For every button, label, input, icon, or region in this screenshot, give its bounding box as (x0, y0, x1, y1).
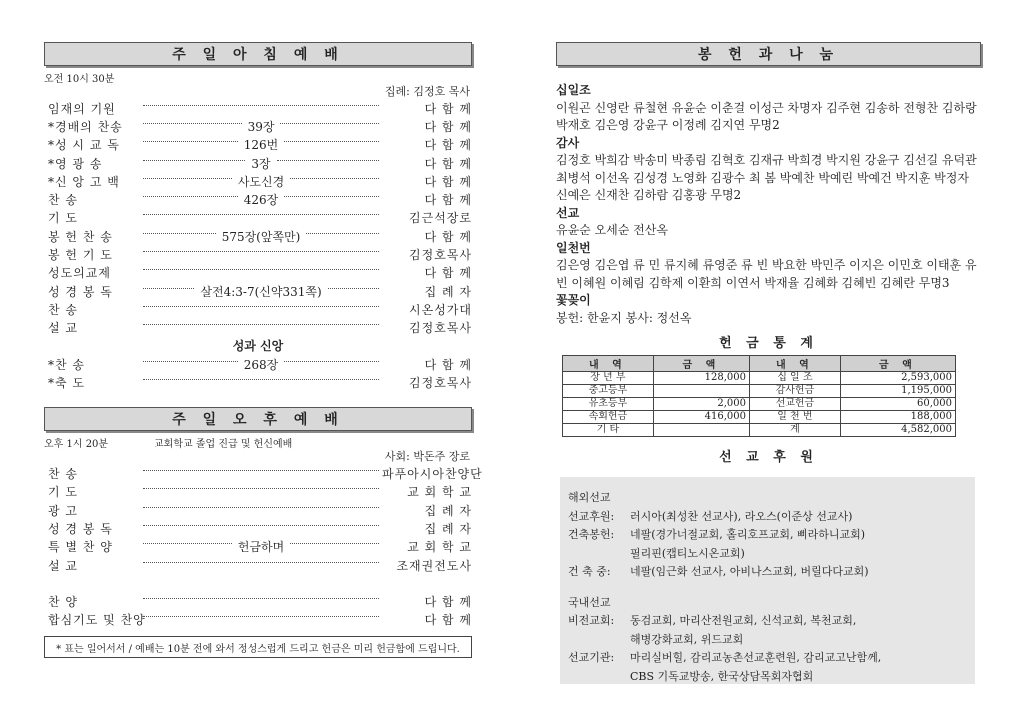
dot-leader (143, 470, 379, 471)
dot-leader (143, 105, 379, 106)
order-detail: 살전4:3-7(신약331쪽) (200, 284, 322, 299)
order-role: 성도의교제 (48, 266, 111, 281)
order-row (44, 136, 472, 154)
morning-officiant: 집례: 김정호 목사 (384, 85, 470, 98)
mission-row (568, 545, 969, 564)
order-role: 기 도 (48, 211, 78, 226)
stat-item-cell: 일 천 번 (750, 411, 841, 424)
order-role: *축 도 (48, 375, 85, 390)
order-person: 다 함 께 (424, 193, 472, 208)
mission-row (568, 668, 969, 687)
afternoon-event: 교회학교 졸업 진급 및 헌신예배 (154, 439, 293, 451)
worship-note: * 표는 일어서서 / 예배는 10분 전에 와서 정성스럽게 드리고 헌금은 미리 헌금함에 드립니다. (44, 636, 472, 658)
order-role: 성 경 봉 독 (48, 521, 113, 536)
mission-text: 네팔(경가너절교회, 홀리호프교회, 삐라하니교회) (630, 528, 866, 541)
order-row (44, 556, 472, 574)
dot-leader (277, 160, 379, 161)
mission-label (568, 545, 630, 564)
order-row (44, 99, 472, 117)
offering-group-label: 감사 (556, 135, 580, 150)
order-role: *신 앙 고 백 (48, 174, 120, 189)
stat-item-cell: 선교헌금 (750, 398, 841, 411)
mission-text: 네팔(임근화 선교사, 아비나스교회, 버릴다다교회) (630, 565, 869, 578)
mission-title: 선 교 후 원 (719, 450, 818, 465)
order-row (44, 282, 472, 300)
order-person: 교 회 학 교 (407, 540, 472, 555)
order-person: 다 함 께 (424, 156, 473, 171)
table-row (563, 385, 956, 398)
mission-text: CBS 기독교방송, 한국상담목회자협회 (630, 669, 814, 683)
order-detail: 헌금하며 (237, 540, 285, 555)
stat-amount-cell: 2,000 (653, 398, 749, 411)
order-row (44, 209, 472, 227)
offering-group-names: 봉헌: 한윤지 봉사: 정선옥 (556, 310, 692, 325)
stat-item-cell: 기 타 (563, 424, 654, 437)
offering-group-label: 꽃꽂이 (556, 293, 591, 307)
dot-leader (290, 543, 379, 544)
dot-leader (143, 306, 379, 307)
order-role: 봉 헌 찬 송 (48, 229, 113, 244)
sermon-title: 성과 신앙 (232, 338, 284, 353)
order-person: 다 함 께 (424, 357, 472, 372)
morning-order-list (44, 99, 472, 337)
domestic-label: 국내선교 (568, 595, 611, 609)
offering-group-label: 십일조 (556, 83, 591, 97)
order-role: 합심기도 및 찬양 (48, 613, 146, 628)
morning-worship-banner: 주 일 아 침 예 배 (44, 42, 472, 66)
mission-box (560, 477, 975, 684)
offering-group-names: 유윤순 오세순 전산옥 (556, 223, 668, 237)
overseas-list (568, 508, 969, 582)
mission-label: 건축봉헌: (568, 528, 615, 541)
order-row (44, 464, 483, 482)
order-row (44, 574, 472, 592)
dot-leader (143, 123, 242, 124)
stat-amount-cell: 2,593,000 (840, 372, 955, 385)
order-person: 집 례 자 (424, 284, 473, 299)
dot-leader (328, 288, 379, 289)
order-role: *찬 송 (48, 357, 85, 372)
stat-amount-cell (653, 424, 749, 437)
dot-leader (143, 196, 238, 197)
dot-leader (280, 123, 379, 124)
morning-time: 오전 10시 30분 (44, 74, 115, 85)
order-detail: 사도신경 (237, 174, 285, 189)
mission-text: 해병강화교회, 위드교회 (630, 632, 744, 646)
order-row (44, 593, 472, 611)
order-role: *영 광 송 (48, 156, 103, 171)
dot-leader (143, 324, 379, 325)
stat-amount-cell: 1,195,000 (840, 385, 955, 398)
order-detail: 39장 (247, 119, 275, 134)
order-person: 집 례 자 (424, 521, 472, 536)
mission-label (568, 668, 630, 687)
order-row (44, 190, 472, 208)
offering-group-names: 김정호 박희감 박송미 박종림 김혁호 김재규 박희경 박지원 강윤구 김선길 유덕관 최병석 이선옥 김성경 노영화 김광수 최 봄 박예찬 박예린 박예건 박지훈 박정자 신예은 신재찬 김하람 김홍광 무명2 (556, 153, 977, 202)
stat-item-cell: 감사헌금 (750, 385, 841, 398)
order-person: 김정호목사 (409, 321, 472, 336)
stat-amount-cell: 128,000 (653, 372, 749, 385)
mission-label: 건 축 중: (568, 565, 611, 578)
table-header-row (563, 356, 956, 372)
order-detail: 3장 (251, 156, 271, 171)
mission-label: 비전교회: (568, 614, 615, 627)
stat-amount-cell: 60,000 (840, 398, 955, 411)
order-role: 찬 양 (48, 595, 78, 610)
order-row (44, 245, 472, 263)
mission-text: 동검교회, 마리산전원교회, 신석교회, 복천교회, (630, 614, 857, 627)
order-person: 파푸아시아찬양단 (382, 467, 483, 482)
stat-item-cell: 계 (750, 424, 841, 437)
order-detail: 426장 (243, 193, 279, 208)
dot-leader (143, 251, 379, 252)
order-person: 다 함 께 (424, 595, 472, 610)
header-amount-2: 금 액 (840, 356, 955, 372)
stat-amount-cell: 188,000 (840, 411, 955, 424)
dot-leader (306, 233, 379, 234)
offering-group-names: 김은영 김은엽 류 민 류지혜 류영준 류 빈 박요한 박민주 이지은 이민호 이태훈 유 빈 이혜원 이혜림 김학제 이환희 이연서 박재율 김혜화 김혜빈 김혜란 무명3 (556, 258, 977, 290)
stat-item-cell: 중고등부 (563, 385, 654, 398)
domestic-list (568, 612, 969, 686)
table-row (563, 372, 956, 385)
dot-leader (143, 288, 194, 289)
offering-group-label: 선교 (556, 205, 580, 220)
header-item-2: 내 역 (750, 356, 841, 372)
dot-leader (143, 543, 232, 544)
header-amount-1: 금 액 (653, 356, 749, 372)
dot-leader (284, 196, 379, 197)
mission-row (568, 631, 969, 650)
mission-text: 러시아(최성찬 선교사), 라오스(이준상 선교사) (630, 509, 853, 523)
stat-item-cell: 유초등부 (563, 398, 654, 411)
stat-amount-cell (653, 385, 749, 398)
order-role: *성 시 교 독 (48, 138, 120, 153)
order-role: 기 도 (48, 485, 78, 500)
dot-leader (143, 598, 379, 599)
dot-leader (143, 178, 232, 179)
order-person: 조재권전도사 (396, 558, 472, 573)
stat-item-cell: 속회헌금 (563, 411, 654, 424)
order-row (44, 300, 472, 318)
order-role: 성 경 봉 독 (48, 284, 113, 299)
dot-leader (143, 141, 238, 142)
dot-leader (284, 141, 379, 142)
order-person: 김정호목사 (409, 375, 472, 390)
offering-stats-table (562, 355, 956, 437)
order-role: *경배의 찬송 (48, 119, 123, 134)
order-person: 다 함 께 (424, 101, 472, 116)
order-role: 광 고 (48, 503, 78, 518)
table-row (563, 424, 956, 437)
order-person: 다 함 께 (424, 174, 472, 189)
table-row (563, 398, 956, 411)
order-row (44, 483, 472, 501)
order-person: 시온성가대 (409, 302, 472, 317)
right-column (556, 42, 981, 684)
order-role: 찬 송 (48, 467, 78, 482)
mission-label: 선교기관: (568, 651, 615, 664)
stat-amount-cell: 416,000 (653, 411, 749, 424)
mission-label (568, 631, 630, 650)
order-role: 찬 송 (48, 193, 78, 208)
offering-banner: 봉 헌 과 나 눔 (556, 42, 981, 66)
order-person: 다 함 께 (424, 613, 472, 628)
offering-stats-title: 헌 금 통 계 (719, 336, 818, 351)
table-row (563, 411, 956, 424)
order-person: 다 함 께 (424, 266, 472, 281)
order-row (44, 538, 472, 556)
order-row (44, 117, 472, 135)
order-row (44, 172, 472, 190)
offering-list (556, 82, 981, 327)
order-row (44, 227, 472, 245)
order-person: 교 회 학 교 (407, 485, 472, 500)
order-person: 김근석장로 (409, 211, 472, 226)
afternoon-worship-banner: 주 일 오 후 예 배 (44, 407, 472, 431)
dot-leader (143, 379, 379, 380)
order-role: 봉 헌 기 도 (48, 248, 113, 263)
order-role: 특 별 찬 양 (48, 540, 113, 555)
order-row (44, 501, 472, 519)
dot-leader (143, 525, 379, 526)
offering-group-label: 일천번 (556, 240, 591, 255)
mission-text: 필리핀(캡티노시온교회) (630, 546, 745, 560)
mission-row (568, 563, 969, 582)
order-person: 집 례 자 (424, 503, 472, 518)
dot-leader (290, 178, 379, 179)
stat-amount-cell: 4,582,000 (840, 424, 955, 437)
order-detail: 126번 (243, 138, 279, 153)
afternoon-time: 오후 1시 20분 (44, 439, 109, 451)
mission-row (568, 508, 969, 527)
order-role: 찬 송 (48, 302, 78, 317)
mission-row (568, 612, 969, 631)
dot-leader (143, 233, 216, 234)
dot-leader (143, 562, 379, 563)
afternoon-officiant: 사회: 박돈주 장로 (384, 450, 470, 464)
order-row (44, 154, 472, 172)
offering-group-names: 이원곤 신영란 류철현 유윤순 이춘걸 이성근 차명자 김주현 김송하 전형찬 김하랑 박재호 김은영 강윤구 이정례 김지연 무명2 (556, 100, 977, 132)
dot-leader (143, 269, 379, 270)
order-person: 김정호목사 (409, 248, 472, 263)
mission-text: 마리실버힐, 감리교농촌선교훈련원, 감리교고난함께, (630, 651, 882, 664)
dot-leader (284, 361, 379, 362)
order-role: 설 교 (48, 558, 78, 573)
order-detail: 268장 (243, 357, 279, 372)
order-row (44, 373, 472, 391)
dot-leader (143, 507, 379, 508)
stat-item-cell: 장 년 부 (563, 372, 654, 385)
mission-row (568, 526, 969, 545)
dot-leader (143, 616, 379, 617)
order-row (44, 264, 472, 282)
order-row (44, 319, 472, 337)
dot-leader (143, 214, 379, 215)
order-row (44, 355, 472, 373)
order-person: 다 함 께 (424, 119, 472, 134)
order-row (44, 519, 472, 537)
order-role: 설 교 (48, 321, 78, 336)
overseas-label: 해외선교 (568, 491, 611, 504)
header-item-1: 내 역 (563, 356, 654, 372)
order-person: 다 함 께 (424, 138, 472, 153)
dot-leader (143, 160, 245, 161)
mission-label: 선교후원: (568, 509, 615, 523)
stat-item-cell: 십 일 조 (750, 372, 841, 385)
morning-closing-list (44, 355, 472, 392)
order-row (44, 611, 472, 629)
order-role: 임재의 기원 (48, 101, 116, 116)
dot-leader (143, 361, 238, 362)
order-detail: 575장(앞쪽만) (221, 229, 301, 244)
mission-row (568, 649, 969, 668)
afternoon-order-list (44, 464, 483, 629)
order-person: 다 함 께 (424, 229, 473, 244)
left-column (44, 42, 483, 658)
dot-leader (143, 488, 379, 489)
